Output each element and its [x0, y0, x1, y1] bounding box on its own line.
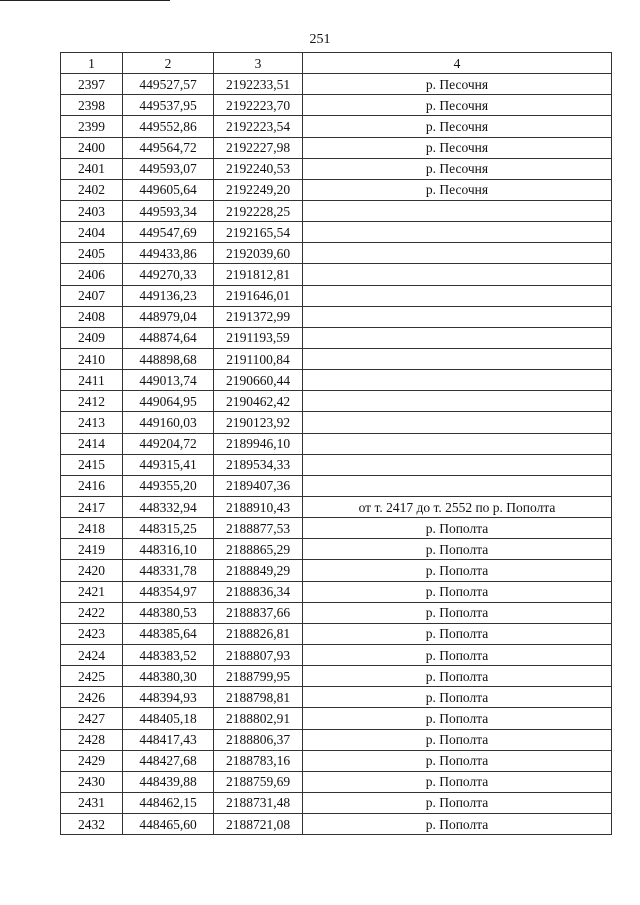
x-coordinate-cell: 448394,93: [123, 687, 214, 708]
point-number-cell: 2420: [61, 560, 123, 581]
y-coordinate-cell: 2188806,37: [214, 729, 303, 750]
column-header: 4: [303, 53, 612, 74]
x-coordinate-cell: 448380,53: [123, 602, 214, 623]
point-number-cell: 2409: [61, 327, 123, 348]
description-cell: р. Пополта: [303, 581, 612, 602]
y-coordinate-cell: 2192227,98: [214, 137, 303, 158]
description-cell: [303, 348, 612, 369]
y-coordinate-cell: 2191372,99: [214, 306, 303, 327]
x-coordinate-cell: 448405,18: [123, 708, 214, 729]
description-cell: [303, 306, 612, 327]
description-cell: р. Пополта: [303, 539, 612, 560]
point-number-cell: 2403: [61, 200, 123, 221]
y-coordinate-cell: 2188721,08: [214, 814, 303, 835]
table-row: [61, 496, 612, 517]
y-coordinate-cell: 2192240,53: [214, 158, 303, 179]
x-coordinate-cell: 448417,43: [123, 729, 214, 750]
y-coordinate-cell: 2189946,10: [214, 433, 303, 454]
x-coordinate-cell: 449204,72: [123, 433, 214, 454]
x-coordinate-cell: 449605,64: [123, 179, 214, 200]
y-coordinate-cell: 2188731,48: [214, 792, 303, 813]
description-cell: р. Песочня: [303, 95, 612, 116]
point-number-cell: 2408: [61, 306, 123, 327]
description-cell: р. Песочня: [303, 137, 612, 158]
y-coordinate-cell: 2188802,91: [214, 708, 303, 729]
table-body: [61, 74, 612, 835]
table-row: [61, 454, 612, 475]
description-cell: [303, 412, 612, 433]
x-coordinate-cell: 448465,60: [123, 814, 214, 835]
x-coordinate-cell: 449136,23: [123, 285, 214, 306]
coordinates-table: [60, 52, 612, 835]
table-row: [61, 602, 612, 623]
point-number-cell: 2431: [61, 792, 123, 813]
table-row: [61, 179, 612, 200]
column-header: 3: [214, 53, 303, 74]
description-cell: [303, 475, 612, 496]
column-header: 1: [61, 53, 123, 74]
table-row: [61, 560, 612, 581]
point-number-cell: 2422: [61, 602, 123, 623]
point-number-cell: 2405: [61, 243, 123, 264]
point-number-cell: 2414: [61, 433, 123, 454]
y-coordinate-cell: 2189407,36: [214, 475, 303, 496]
x-coordinate-cell: 448380,30: [123, 666, 214, 687]
point-number-cell: 2430: [61, 771, 123, 792]
point-number-cell: 2398: [61, 95, 123, 116]
point-number-cell: 2417: [61, 496, 123, 517]
point-number-cell: 2412: [61, 391, 123, 412]
x-coordinate-cell: 449433,86: [123, 243, 214, 264]
point-number-cell: 2424: [61, 644, 123, 665]
table-row: [61, 222, 612, 243]
x-coordinate-cell: 448439,88: [123, 771, 214, 792]
table-row: [61, 433, 612, 454]
y-coordinate-cell: 2192165,54: [214, 222, 303, 243]
x-coordinate-cell: 448874,64: [123, 327, 214, 348]
point-number-cell: 2411: [61, 370, 123, 391]
y-coordinate-cell: 2188910,43: [214, 496, 303, 517]
table-row: [61, 200, 612, 221]
y-coordinate-cell: 2188837,66: [214, 602, 303, 623]
point-number-cell: 2421: [61, 581, 123, 602]
x-coordinate-cell: 448354,97: [123, 581, 214, 602]
y-coordinate-cell: 2188877,53: [214, 518, 303, 539]
description-cell: р. Пополта: [303, 518, 612, 539]
x-coordinate-cell: 448331,78: [123, 560, 214, 581]
table-row: [61, 771, 612, 792]
y-coordinate-cell: 2192228,25: [214, 200, 303, 221]
x-coordinate-cell: 448316,10: [123, 539, 214, 560]
description-cell: [303, 200, 612, 221]
y-coordinate-cell: 2192233,51: [214, 74, 303, 95]
y-coordinate-cell: 2188798,81: [214, 687, 303, 708]
x-coordinate-cell: 448462,15: [123, 792, 214, 813]
y-coordinate-cell: 2191193,59: [214, 327, 303, 348]
point-number-cell: 2428: [61, 729, 123, 750]
table-row: [61, 264, 612, 285]
y-coordinate-cell: 2188799,95: [214, 666, 303, 687]
table-row: [61, 581, 612, 602]
point-number-cell: 2418: [61, 518, 123, 539]
table-header-row: [61, 53, 612, 74]
y-coordinate-cell: 2191100,84: [214, 348, 303, 369]
x-coordinate-cell: 449355,20: [123, 475, 214, 496]
point-number-cell: 2427: [61, 708, 123, 729]
point-number-cell: 2419: [61, 539, 123, 560]
y-coordinate-cell: 2192249,20: [214, 179, 303, 200]
description-cell: [303, 391, 612, 412]
description-cell: р. Песочня: [303, 158, 612, 179]
x-coordinate-cell: 448383,52: [123, 644, 214, 665]
description-cell: р. Песочня: [303, 74, 612, 95]
y-coordinate-cell: 2189534,33: [214, 454, 303, 475]
description-cell: [303, 243, 612, 264]
table-row: [61, 687, 612, 708]
table-row: [61, 518, 612, 539]
x-coordinate-cell: 448315,25: [123, 518, 214, 539]
x-coordinate-cell: 449593,07: [123, 158, 214, 179]
point-number-cell: 2432: [61, 814, 123, 835]
table-row: [61, 729, 612, 750]
y-coordinate-cell: 2188849,29: [214, 560, 303, 581]
y-coordinate-cell: 2190660,44: [214, 370, 303, 391]
y-coordinate-cell: 2191646,01: [214, 285, 303, 306]
table-row: [61, 137, 612, 158]
description-cell: от т. 2417 до т. 2552 по р. Пополта: [303, 496, 612, 517]
y-coordinate-cell: 2188759,69: [214, 771, 303, 792]
x-coordinate-cell: 449013,74: [123, 370, 214, 391]
point-number-cell: 2404: [61, 222, 123, 243]
x-coordinate-cell: 449527,57: [123, 74, 214, 95]
description-cell: р. Песочня: [303, 116, 612, 137]
y-coordinate-cell: 2188783,16: [214, 750, 303, 771]
table-row: [61, 243, 612, 264]
description-cell: р. Пополта: [303, 666, 612, 687]
y-coordinate-cell: 2190462,42: [214, 391, 303, 412]
description-cell: [303, 327, 612, 348]
point-number-cell: 2399: [61, 116, 123, 137]
y-coordinate-cell: 2188807,93: [214, 644, 303, 665]
y-coordinate-cell: 2192223,54: [214, 116, 303, 137]
x-coordinate-cell: 449547,69: [123, 222, 214, 243]
table-row: [61, 348, 612, 369]
point-number-cell: 2416: [61, 475, 123, 496]
description-cell: р. Пополта: [303, 602, 612, 623]
x-coordinate-cell: 449315,41: [123, 454, 214, 475]
table-row: [61, 158, 612, 179]
y-coordinate-cell: 2188836,34: [214, 581, 303, 602]
description-cell: р. Пополта: [303, 792, 612, 813]
description-cell: [303, 370, 612, 391]
x-coordinate-cell: 448332,94: [123, 496, 214, 517]
description-cell: р. Пополта: [303, 687, 612, 708]
x-coordinate-cell: 449064,95: [123, 391, 214, 412]
description-cell: [303, 264, 612, 285]
table-row: [61, 285, 612, 306]
description-cell: р. Пополта: [303, 750, 612, 771]
x-coordinate-cell: 449160,03: [123, 412, 214, 433]
table-row: [61, 666, 612, 687]
x-coordinate-cell: 449537,95: [123, 95, 214, 116]
y-coordinate-cell: 2192223,70: [214, 95, 303, 116]
description-cell: р. Пополта: [303, 560, 612, 581]
point-number-cell: 2407: [61, 285, 123, 306]
table-row: [61, 391, 612, 412]
point-number-cell: 2413: [61, 412, 123, 433]
description-cell: р. Пополта: [303, 814, 612, 835]
table-row: [61, 814, 612, 835]
point-number-cell: 2415: [61, 454, 123, 475]
table-row: [61, 644, 612, 665]
x-coordinate-cell: 448979,04: [123, 306, 214, 327]
description-cell: р. Пополта: [303, 771, 612, 792]
table-row: [61, 708, 612, 729]
x-coordinate-cell: 448385,64: [123, 623, 214, 644]
y-coordinate-cell: 2190123,92: [214, 412, 303, 433]
table-row: [61, 74, 612, 95]
y-coordinate-cell: 2192039,60: [214, 243, 303, 264]
table-row: [61, 116, 612, 137]
point-number-cell: 2423: [61, 623, 123, 644]
table-row: [61, 327, 612, 348]
description-cell: [303, 285, 612, 306]
point-number-cell: 2410: [61, 348, 123, 369]
y-coordinate-cell: 2191812,81: [214, 264, 303, 285]
top-rule: [0, 0, 170, 1]
table-row: [61, 539, 612, 560]
x-coordinate-cell: 449552,86: [123, 116, 214, 137]
x-coordinate-cell: 448898,68: [123, 348, 214, 369]
point-number-cell: 2402: [61, 179, 123, 200]
page-number: 251: [309, 32, 331, 47]
table-row: [61, 792, 612, 813]
table-row: [61, 475, 612, 496]
x-coordinate-cell: 449593,34: [123, 200, 214, 221]
table-row: [61, 95, 612, 116]
point-number-cell: 2429: [61, 750, 123, 771]
x-coordinate-cell: 449270,33: [123, 264, 214, 285]
description-cell: р. Песочня: [303, 179, 612, 200]
table-row: [61, 370, 612, 391]
description-cell: [303, 454, 612, 475]
description-cell: р. Пополта: [303, 729, 612, 750]
description-cell: р. Пополта: [303, 644, 612, 665]
x-coordinate-cell: 448427,68: [123, 750, 214, 771]
point-number-cell: 2400: [61, 137, 123, 158]
point-number-cell: 2406: [61, 264, 123, 285]
point-number-cell: 2425: [61, 666, 123, 687]
description-cell: [303, 222, 612, 243]
table-row: [61, 750, 612, 771]
column-header: 2: [123, 53, 214, 74]
x-coordinate-cell: 449564,72: [123, 137, 214, 158]
table-row: [61, 412, 612, 433]
table-row: [61, 306, 612, 327]
point-number-cell: 2397: [61, 74, 123, 95]
point-number-cell: 2426: [61, 687, 123, 708]
y-coordinate-cell: 2188865,29: [214, 539, 303, 560]
point-number-cell: 2401: [61, 158, 123, 179]
description-cell: р. Пополта: [303, 708, 612, 729]
table-row: [61, 623, 612, 644]
y-coordinate-cell: 2188826,81: [214, 623, 303, 644]
description-cell: р. Пополта: [303, 623, 612, 644]
description-cell: [303, 433, 612, 454]
